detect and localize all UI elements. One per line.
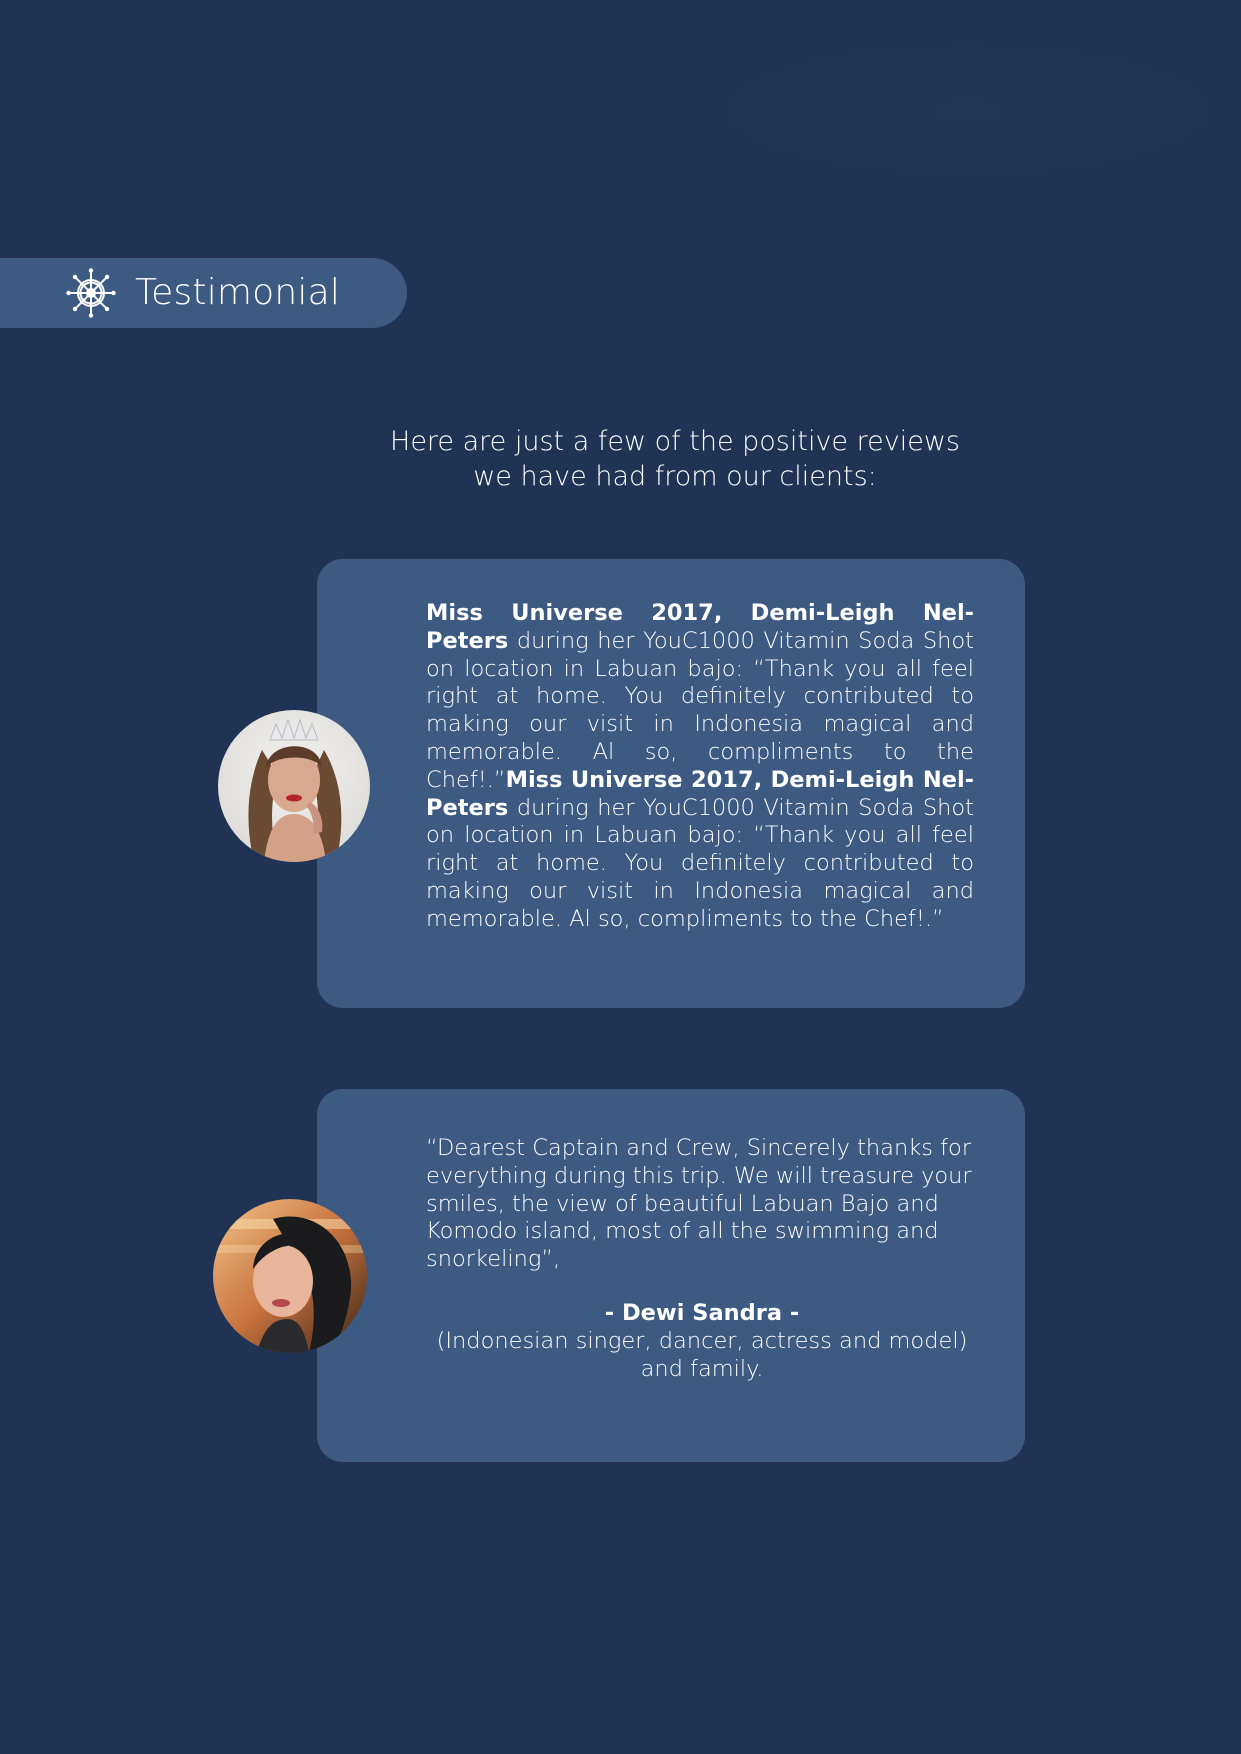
testimonial-card-2 (317, 1089, 1025, 1462)
testimonial-author: - Dewi Sandra - (604, 1299, 800, 1326)
testimonial-quote-repeat: during her YouC1000 Vitamin Soda Shot on location in Labuan bajo: “Thank you all feel right at home. You definitely contributed to making our visit in Indonesia magical and memorable. Al so, compliments to the Chef!.” (426, 794, 974, 932)
section-title: Testimonial (135, 272, 341, 313)
testimonial-text-1 (426, 600, 974, 934)
avatar-testimonial-2 (213, 1199, 367, 1353)
testimonial-text-2 (426, 1135, 978, 1383)
testimonial-author-desc: (Indonesian singer, dancer, actress and model) and family. (436, 1327, 968, 1382)
testimonial-author-bold-repeat: Miss Universe 2017, Demi-Leigh Nel-Peters (426, 766, 974, 821)
intro-text (330, 424, 1020, 494)
testimonial-quote: “Dearest Captain and Crew, Sincerely thanks for everything during this trip. We will treasure your smiles, the view of beautiful Labuan Bajo and Komodo island, most of all the swimming and snorkeling”, (426, 1135, 972, 1273)
testimonial-quote: during her YouC1000 Vitamin Soda Shot on location in Labuan bajo: “Thank you all feel right at home. You definitely contributed to making our visit in Indonesia magical and memorable. Al so, compliments to the Chef!.” (426, 627, 974, 793)
testimonial-signature (426, 1300, 978, 1383)
section-header-tab (0, 258, 407, 328)
testimonial-card-1 (317, 559, 1025, 1008)
faded-header-image (560, 20, 1240, 220)
intro-line-2: we have had from our clients: (473, 461, 877, 492)
testimonial-author-bold: Miss Universe 2017, Demi-Leigh Nel-Peters (426, 600, 974, 654)
intro-line-1: Here are just a few of the positive reviews (390, 426, 960, 457)
ship-wheel-icon (66, 268, 116, 318)
avatar-testimonial-1 (218, 710, 370, 862)
